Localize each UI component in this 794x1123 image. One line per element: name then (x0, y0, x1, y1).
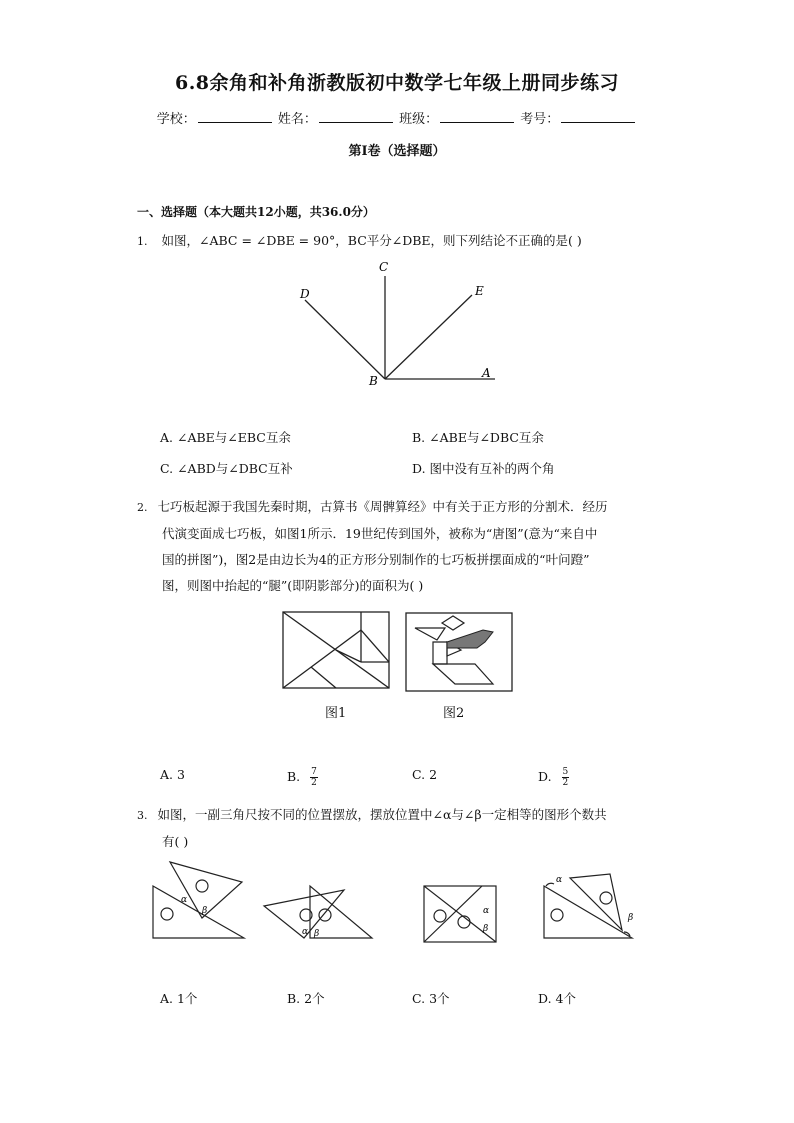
question-number: 1. (137, 235, 148, 248)
option-letter: D. (538, 769, 552, 784)
alpha-label: α (181, 895, 188, 905)
question-number: 3. (137, 809, 148, 822)
q3-option-c[interactable]: C. 3个 (412, 991, 450, 1006)
fraction (310, 767, 318, 788)
ray-be (385, 295, 472, 379)
name-label: 姓名： (277, 112, 317, 127)
volume-heading: 第I卷（选择题） (348, 144, 446, 159)
question-text: 如图，∠ABC = ∠DBE = 90°，BC平分∠DBE，则下列结论不正确的是( ) (161, 233, 582, 248)
fraction-numerator: 5 (562, 767, 569, 777)
point-e-label: E (475, 284, 484, 298)
question-text-line: 图，则图中抬起的“腿”(即阴影部分)的面积为( ) (162, 578, 424, 593)
section-heading: 一、选择题（本大题共12小题，共36.0分） (137, 205, 375, 219)
fraction (562, 767, 570, 788)
triangle-figure-1 (150, 858, 250, 942)
q3-option-d[interactable]: D. 4个 (538, 991, 576, 1006)
ray-bd (305, 300, 385, 379)
question-text-line: 有( ) (162, 834, 189, 849)
beta-label: β (314, 929, 320, 939)
q1-option-b[interactable]: B. ∠ABE与∠DBC互余 (412, 430, 544, 445)
beta-label: β (483, 924, 489, 934)
q1-option-c[interactable]: C. ∠ABD与∠DBC互补 (160, 461, 293, 476)
q3-option-b[interactable]: B. 2个 (287, 991, 325, 1006)
question-number: 2. (137, 501, 148, 514)
tangram-figure-2 (405, 612, 515, 694)
q1-option-d[interactable]: D. 图中没有互补的两个角 (412, 461, 555, 476)
point-d-label: D (300, 287, 310, 301)
school-label: 学校： (156, 112, 196, 127)
q1-angle-figure (290, 258, 510, 393)
beta-label: β (202, 906, 208, 916)
q1-option-a[interactable]: A. ∠ABE与∠EBC互余 (160, 430, 291, 445)
school-blank[interactable] (198, 110, 272, 123)
question-1 (137, 228, 582, 255)
shaded-leg (447, 630, 493, 648)
fraction-numerator: 7 (311, 767, 317, 777)
question-text-line: 代演变面成七巧板，如图1所示．19世纪传到国外，被称为“唐图”(意为“来自中 (162, 526, 598, 541)
point-c-label: C (379, 260, 389, 274)
page-title: 6.8余角和补角浙教版初中数学七年级上册同步练习 (174, 72, 620, 94)
point-a-label: A (482, 366, 491, 380)
q2-option-d[interactable] (538, 767, 569, 788)
question-text-line: 国的拼图”)，图2是由边长为4的正方形分别制作的七巧板拼摆面成的“叶问蹬” (162, 552, 590, 567)
q2-option-b[interactable] (287, 767, 318, 788)
q3-option-a[interactable]: A. 1个 (160, 991, 198, 1006)
alpha-label: α (302, 927, 309, 937)
question-2 (137, 494, 608, 599)
exam-number-blank[interactable] (561, 110, 635, 123)
alpha-label: α (556, 875, 563, 885)
fraction-denominator: 2 (311, 778, 317, 788)
alpha-label: α (483, 906, 490, 916)
class-label: 班级： (399, 112, 439, 127)
figure-2-caption: 图2 (443, 706, 465, 721)
class-blank[interactable] (440, 110, 514, 123)
tangram-figure-1 (281, 610, 393, 690)
q2-option-a[interactable]: A. 3 (160, 767, 185, 782)
q2-option-c[interactable]: C. 2 (412, 767, 438, 782)
triangle-figure-4 (540, 870, 640, 942)
beta-label: β (628, 913, 634, 923)
triangle-figure-2 (262, 880, 374, 942)
name-blank[interactable] (319, 110, 393, 123)
triangle-figure-3 (420, 882, 500, 944)
figure-1-caption: 图1 (325, 706, 347, 721)
option-letter: B. (287, 769, 301, 784)
student-info-line (0, 108, 794, 127)
exam-number-label: 考号： (520, 112, 560, 127)
fraction-denominator: 2 (562, 778, 569, 788)
question-3 (137, 802, 607, 855)
question-text-line: 七巧板起源于我国先秦时期，古算书《周髀算经》中有关于正方形的分割术．经历 (157, 499, 608, 514)
point-b-label: B (369, 374, 378, 388)
question-text-line: 如图，一副三角尺按不同的位置摆放，摆放位置中∠α与∠β一定相等的图形个数共 (157, 807, 607, 822)
